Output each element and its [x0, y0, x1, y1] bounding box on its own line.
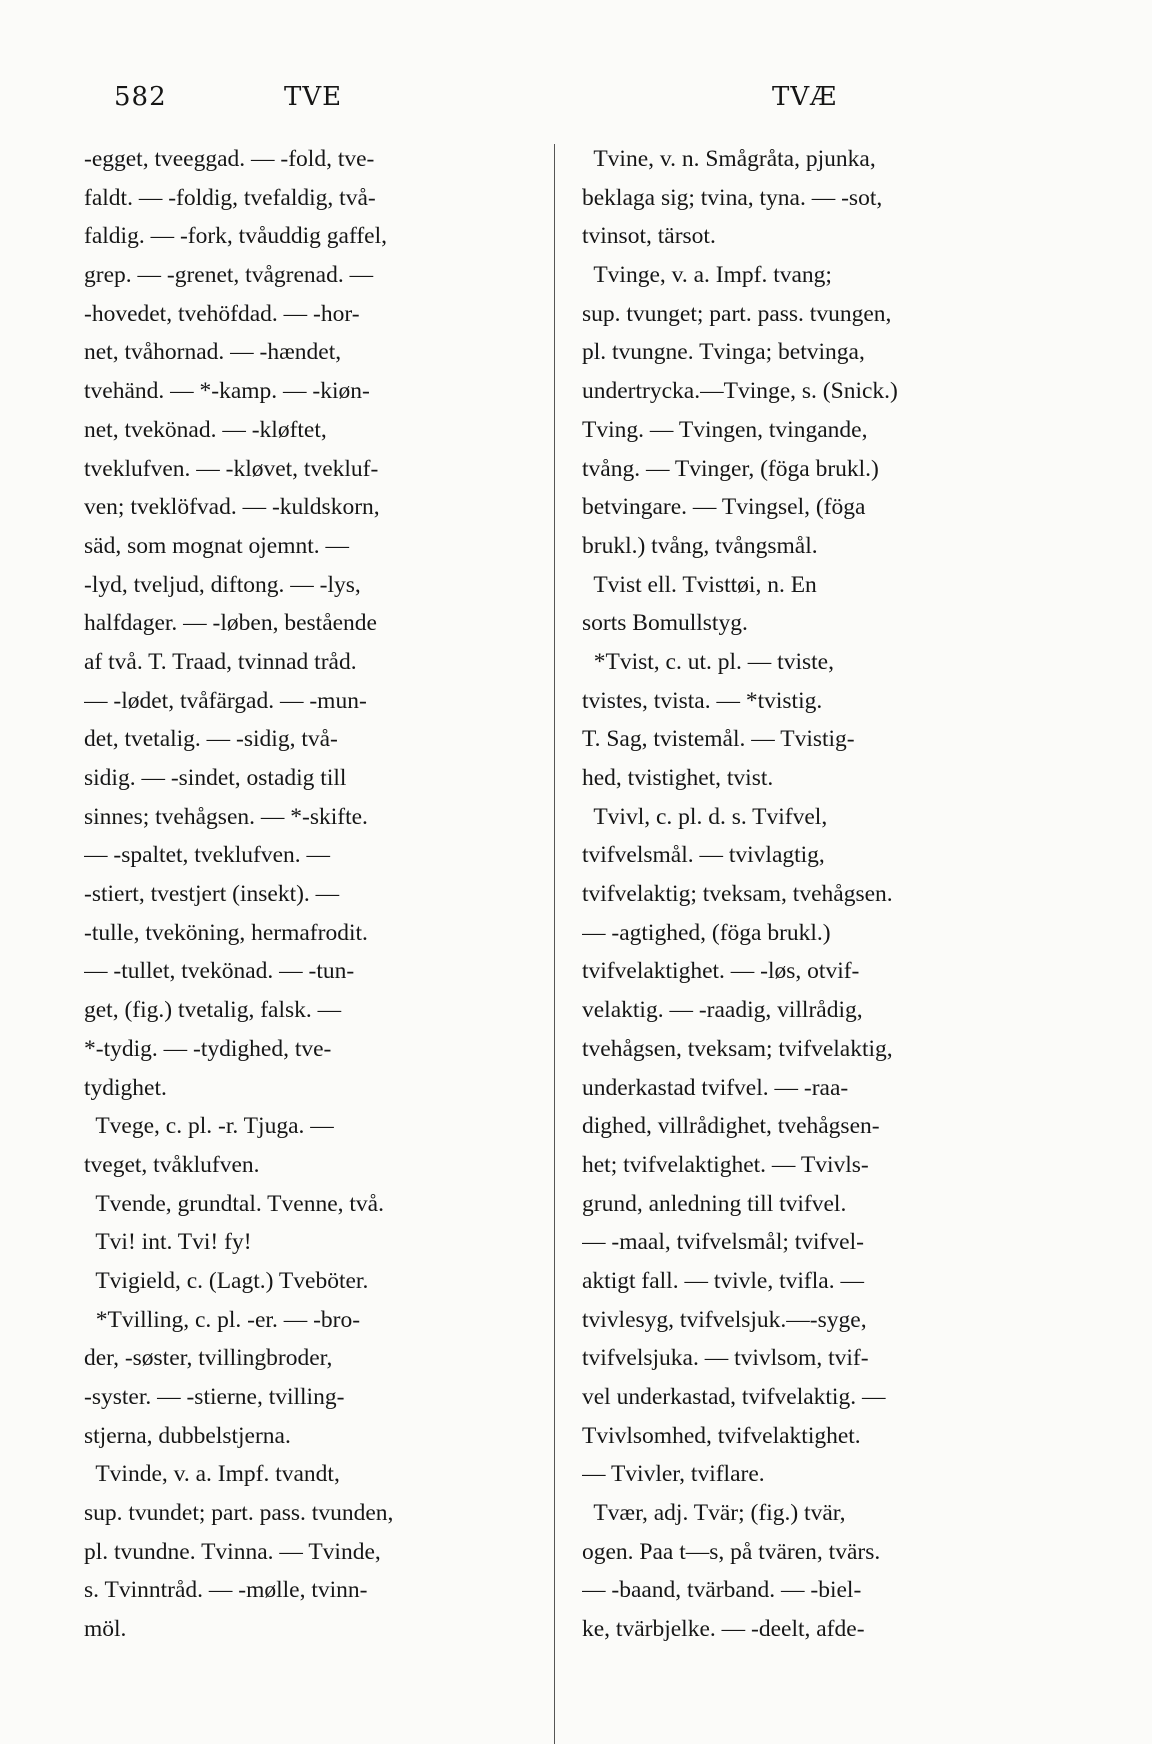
dictionary-line: ke, tvärbjelke. — -deelt, afde- [582, 1616, 865, 1643]
dictionary-line: *Tvist, c. ut. pl. — tviste, [582, 648, 834, 675]
dictionary-line: Tvege, c. pl. -r. Tjuga. — [84, 1113, 334, 1140]
dictionary-line: Tvine, v. n. Smågråta, pjunka, [582, 146, 876, 172]
dictionary-line: vel underkastad, tvifvelaktig. — [582, 1384, 886, 1410]
dictionary-line: Tvær, adj. Tvär; (fig.) tvär, [582, 1500, 846, 1527]
dictionary-line: sorts Bomullstyg. [582, 610, 748, 637]
dictionary-line: Tvinde, v. a. Impf. tvandt, [84, 1461, 340, 1488]
dictionary-line: Tvivl, c. pl. d. s. Tvifvel, [582, 803, 828, 830]
dictionary-line: aktigt fall. — tvivle, tvifla. — [582, 1267, 864, 1294]
dictionary-line: ogen. Paa t—s, på tvären, tvärs. [582, 1538, 881, 1565]
dictionary-line: Tvivlsomhed, tvifvelaktighet. [582, 1422, 861, 1449]
dictionary-line: halfdager. — -løben, bestående [84, 610, 377, 637]
dictionary-line: get, (fig.) tvetalig, falsk. — [84, 997, 342, 1024]
dictionary-line: hed, tvistighet, tvist. [582, 765, 774, 791]
dictionary-line: tydighet. [84, 1074, 167, 1101]
dictionary-line: het; tvifvelaktighet. — Tvivls- [582, 1151, 869, 1178]
dictionary-line: Tvist ell. Tvisttøi, n. En [582, 571, 817, 598]
dictionary-line: faldig. — -fork, tvåuddig gaffel, [84, 223, 388, 250]
column-divider [554, 144, 555, 1744]
dictionary-line: af två. T. Traad, tvinnad tråd. [84, 648, 357, 675]
dictionary-line: underkastad tvifvel. — -raa- [582, 1074, 849, 1101]
dictionary-line: -egget, tveeggad. — -fold, tve- [84, 146, 375, 172]
dictionary-line: -lyd, tveljud, diftong. — -lys, [84, 571, 361, 598]
right-column [582, 140, 1052, 1649]
page-header [84, 82, 1072, 130]
dictionary-line: der, -søster, tvillingbroder, [84, 1345, 333, 1372]
dictionary-line: -stiert, tvestjert (insekt). — [84, 881, 340, 908]
dictionary-line: Tvigield, c. (Lagt.) Tveböter. [84, 1267, 369, 1294]
dictionary-line: — -baand, tvärband. — -biel- [582, 1577, 862, 1604]
dictionary-line: säd, som mognat ojemnt. — [84, 532, 350, 559]
dictionary-line: — Tvivler, tviflare. [582, 1461, 765, 1488]
dictionary-line: *-tydig. — -tydighed, tve- [84, 1035, 332, 1062]
dictionary-line: betvingare. — Tvingsel, (föga [582, 494, 866, 521]
dictionary-line: -syster. — -stierne, tvilling- [84, 1384, 345, 1410]
dictionary-line: Tvi! int. Tvi! fy! [84, 1229, 252, 1256]
dictionary-line: tvinsot, tärsot. [582, 223, 716, 250]
dictionary-line: — -maal, tvifvelsmål; tvifvel- [582, 1229, 864, 1256]
dictionary-line: sinnes; tvehågsen. — *-skifte. [84, 803, 368, 830]
right-running-head: TVÆ [772, 82, 838, 112]
dictionary-line: tvivlesyg, tvifvelsjuk.—-syge, [582, 1306, 867, 1333]
left-running-head: TVE [284, 82, 343, 112]
dictionary-line: — -lødet, tvåfärgad. — -mun- [84, 687, 367, 714]
dictionary-line: möl. [84, 1616, 127, 1643]
dictionary-line: grep. — -grenet, tvågrenad. — [84, 262, 374, 289]
dictionary-line: net, tvekönad. — -kløftet, [84, 416, 327, 443]
dictionary-page [84, 82, 1072, 1643]
dictionary-line: velaktig. — -raadig, villrådig, [582, 997, 863, 1024]
dictionary-line: tvehågsen, tveksam; tvifvelaktig, [582, 1035, 893, 1062]
dictionary-line: tvifvelsjuka. — tvivlsom, tvif- [582, 1345, 869, 1372]
left-column [84, 140, 536, 1649]
dictionary-line: pl. tvundne. Tvinna. — Tvinde, [84, 1538, 381, 1565]
dictionary-line: tvifvelaktighet. — -løs, otvif- [582, 958, 860, 985]
dictionary-line: tveget, tvåklufven. [84, 1151, 260, 1178]
dictionary-line: sup. tvunget; part. pass. tvungen, [582, 300, 892, 327]
dictionary-line: -hovedet, tvehöfdad. — -hor- [84, 300, 360, 327]
dictionary-line: s. Tvinntråd. — -mølle, tvinn- [84, 1577, 368, 1604]
dictionary-line: undertrycka.—Tvinge, s. (Snick.) [582, 378, 898, 405]
dictionary-line: T. Sag, tvistemål. — Tvistig- [582, 726, 855, 753]
dictionary-line: tvifvelsmål. — tvivlagtig, [582, 842, 825, 869]
dictionary-line: net, tvåhornad. — -hændet, [84, 339, 342, 366]
dictionary-line: — -agtighed, (föga brukl.) [582, 919, 831, 946]
dictionary-line: *Tvilling, c. pl. -er. — -bro- [84, 1306, 361, 1333]
dictionary-line: faldt. — -foldig, tvefaldig, två- [84, 184, 376, 211]
dictionary-line: pl. tvungne. Tvinga; betvinga, [582, 339, 865, 366]
dictionary-line: tvistes, tvista. — *tvistig. [582, 687, 823, 714]
page-number: 582 [114, 82, 167, 112]
dictionary-line: Tvinge, v. a. Impf. tvang; [582, 262, 832, 289]
dictionary-line: grund, anledning till tvifvel. [582, 1190, 847, 1217]
dictionary-line: stjerna, dubbelstjerna. [84, 1422, 291, 1449]
dictionary-line: dighed, villrådighet, tvehågsen- [582, 1113, 880, 1140]
dictionary-line: — -spaltet, tveklufven. — [84, 842, 331, 869]
dictionary-line: ven; tveklöfvad. — -kuldskorn, [84, 494, 380, 521]
dictionary-line: Tvende, grundtal. Tvenne, två. [84, 1190, 384, 1217]
dictionary-line: -tulle, tveköning, hermafrodit. [84, 919, 368, 946]
dictionary-line: sup. tvundet; part. pass. tvunden, [84, 1500, 394, 1527]
dictionary-line: beklaga sig; tvina, tyna. — -sot, [582, 184, 883, 211]
dictionary-line: tvång. — Tvinger, (föga brukl.) [582, 455, 879, 482]
dictionary-line: sidig. — -sindet, ostadig till [84, 765, 347, 791]
dictionary-line: det, tvetalig. — -sidig, två- [84, 726, 338, 753]
dictionary-line: brukl.) tvång, tvångsmål. [582, 532, 818, 559]
dictionary-line: tveklufven. — -kløvet, tvekluf- [84, 455, 379, 482]
dictionary-line: Tving. — Tvingen, tvingande, [582, 416, 868, 443]
dictionary-line: — -tullet, tvekönad. — -tun- [84, 958, 355, 985]
dictionary-line: tvehänd. — *-kamp. — -kiøn- [84, 378, 370, 405]
dictionary-line: tvifvelaktig; tveksam, tvehågsen. [582, 881, 893, 908]
